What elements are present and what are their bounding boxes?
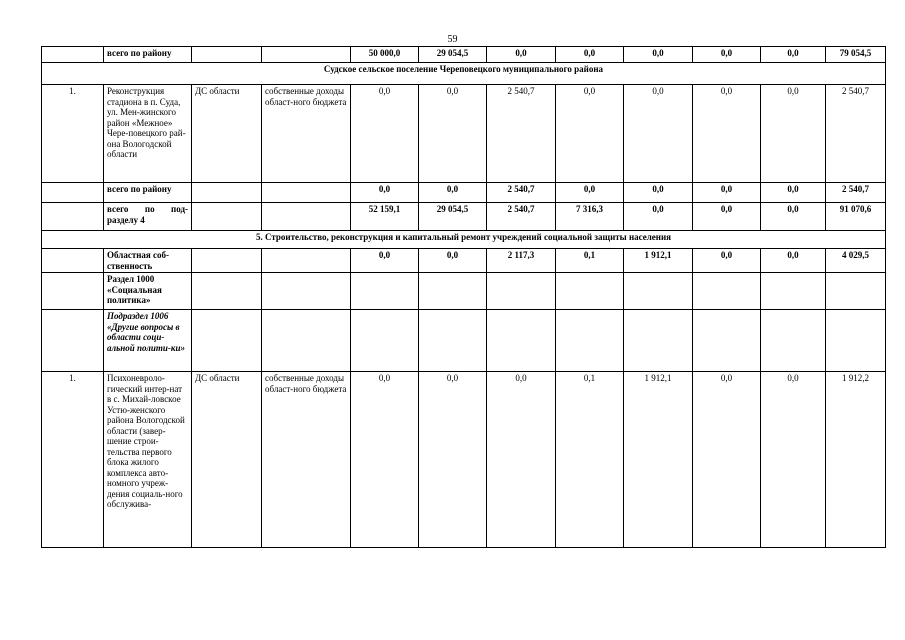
value-cell: 0,0 <box>624 183 693 203</box>
value-cell: 1 912,2 <box>826 372 886 548</box>
table-row-subsection-1006 <box>42 310 886 372</box>
value-cell: 0,0 <box>419 372 487 548</box>
value-cell: 29 054,5 <box>419 203 487 231</box>
value-cell: 0,0 <box>556 85 624 183</box>
table-row-total-district-2 <box>42 183 886 203</box>
table-row-internat <box>42 372 886 548</box>
value-cell: 2 117,3 <box>487 249 556 273</box>
section-label: Раздел 1000 «Социальная политика» <box>104 273 192 310</box>
value-cell: 2 540,7 <box>487 183 556 203</box>
table-row-section-heading <box>42 63 886 85</box>
value-cell: 0,0 <box>693 183 761 203</box>
row-index: 1. <box>42 372 104 548</box>
value-cell: 0,0 <box>487 372 556 548</box>
value-cell: 2 540,7 <box>487 85 556 183</box>
value-cell: 0,0 <box>624 47 693 63</box>
value-cell: 50 000,0 <box>351 47 419 63</box>
value-cell: 1 912,1 <box>624 372 693 548</box>
value-cell: 0,0 <box>761 203 826 231</box>
value-cell: 0,0 <box>624 203 693 231</box>
value-cell: 0,0 <box>693 249 761 273</box>
value-cell: 0,0 <box>419 249 487 273</box>
value-cell: 7 316,3 <box>556 203 624 231</box>
value-cell: 0,0 <box>351 372 419 548</box>
value-cell: 0,0 <box>556 47 624 63</box>
value-cell: 0,0 <box>351 249 419 273</box>
value-cell: 2 540,7 <box>826 85 886 183</box>
customer-cell: ДС области <box>192 372 262 548</box>
subsection-label: Подраздел 1006 «Другие вопросы в области соци-альной полити-ки» <box>104 310 192 372</box>
row-index: 1. <box>42 85 104 183</box>
value-cell: 79 054,5 <box>826 47 886 63</box>
total-label: всего по под-разделу 4 <box>104 203 192 231</box>
value-cell: 0,0 <box>761 249 826 273</box>
value-cell: 0,0 <box>761 372 826 548</box>
section-heading: 5. Строительство, реконструкция и капитальный ремонт учреждений социальной защиты населения <box>42 231 886 249</box>
table-row-stadium <box>42 85 886 183</box>
table-row-section-5-heading <box>42 231 886 249</box>
section-heading: Судское сельское поселение Череповецкого муниципального района <box>42 63 886 85</box>
value-cell: 0,0 <box>419 183 487 203</box>
value-cell: 1 912,1 <box>624 249 693 273</box>
value-cell: 91 070,6 <box>826 203 886 231</box>
value-cell: 0,0 <box>693 372 761 548</box>
value-cell: 0,0 <box>761 47 826 63</box>
value-cell: 0,1 <box>556 372 624 548</box>
table-row-section-1000 <box>42 273 886 310</box>
value-cell: 0,0 <box>761 85 826 183</box>
total-label: всего по району <box>104 47 192 63</box>
value-cell: 2 540,7 <box>487 203 556 231</box>
value-cell: 0,0 <box>351 85 419 183</box>
funding-source: собственные доходы област-ного бюджета <box>262 85 351 183</box>
total-label: всего по району <box>104 183 192 203</box>
value-cell: 0,0 <box>693 47 761 63</box>
table-row-regional-property <box>42 249 886 273</box>
value-cell: 52 159,1 <box>351 203 419 231</box>
value-cell: 0,0 <box>624 85 693 183</box>
value-cell: 4 029,5 <box>826 249 886 273</box>
funding-source: собственные доходы област-ного бюджета <box>262 372 351 548</box>
object-name: Реконструкция стадиона в п. Суда, ул. Мен-жинского район «Межное» Чере-повецкого рай-она Вологодской области <box>104 85 192 183</box>
page-number: 59 <box>447 34 458 45</box>
value-cell: 0,0 <box>693 203 761 231</box>
table-row-total-district-1 <box>42 47 886 63</box>
value-cell: 0,0 <box>693 85 761 183</box>
value-cell: 0,0 <box>351 183 419 203</box>
value-cell: 0,1 <box>556 249 624 273</box>
value-cell: 0,0 <box>761 183 826 203</box>
value-cell: 0,0 <box>487 47 556 63</box>
object-name: Психоневроло-гический интер-нат в с. Михай-ловское Устю-женского района Вологодской области (завер-шение строи-тельства первого блока жилого комплекса авто-номного учреж-дения социаль-ного обслужива- <box>104 372 192 548</box>
value-cell: 0,0 <box>419 85 487 183</box>
value-cell: 29 054,5 <box>419 47 487 63</box>
budget-table <box>41 46 886 548</box>
table-row-total-subsection-4 <box>42 203 886 231</box>
value-cell: 0,0 <box>556 183 624 203</box>
total-label: Областная соб-ственность <box>104 249 192 273</box>
value-cell: 2 540,7 <box>826 183 886 203</box>
customer-cell: ДС области <box>192 85 262 183</box>
